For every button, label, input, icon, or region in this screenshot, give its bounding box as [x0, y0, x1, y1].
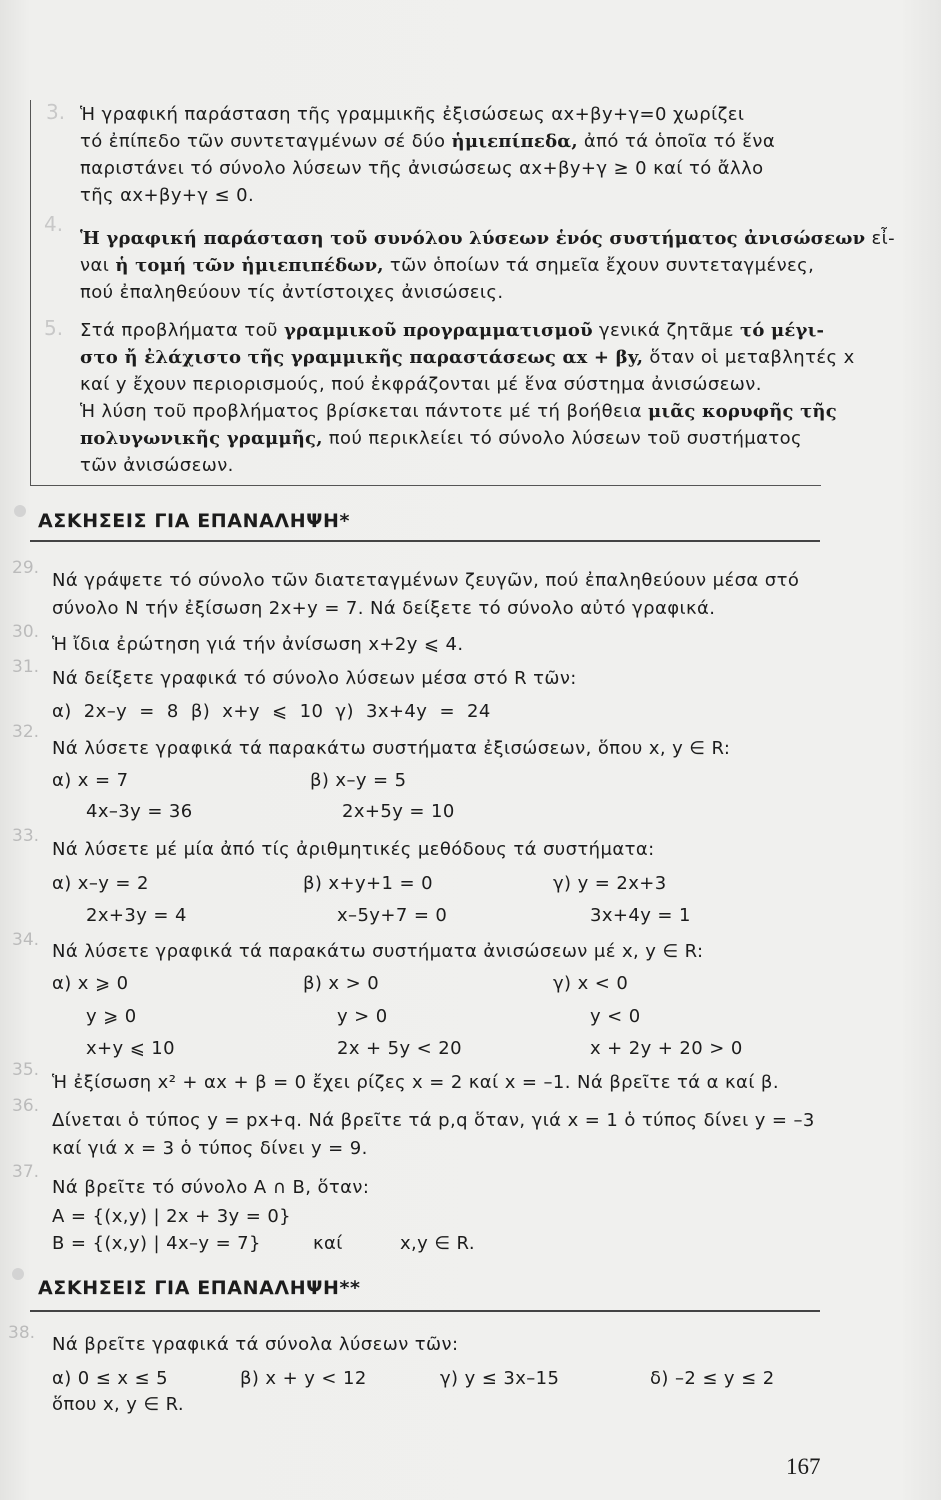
math-line: x+y ⩽ 10: [86, 1038, 176, 1059]
math-line: γ) x < 0: [553, 973, 629, 994]
page-number: 167: [786, 1454, 821, 1479]
exercise-number: 31.: [12, 657, 40, 677]
exercise-text: Νά βρεῖτε γραφικά τά σύνολα λύσεων τῶν:: [52, 1334, 459, 1355]
math-line: γ) y = 2x+3: [553, 873, 667, 894]
math-line: y > 0: [337, 1006, 388, 1027]
math-line: δ) –2 ≤ y ≤ 2: [650, 1368, 775, 1389]
box-text: Στά προβλήματα τοῦ γραμμικοῦ προγραμματισμοῦ γενικά ζητᾶμε τό μέγι-: [80, 320, 825, 341]
box-text: παριστάνει τό σύνολο λύσεων τῆς ἀνισώσεως αx+βy+γ ≥ 0 καί τό ἄλλο: [80, 158, 764, 179]
exercise-number: 38.: [8, 1323, 36, 1343]
section-heading: ΑΣΚΗΣΕΙΣ ΓΙΑ ΕΠΑΝΑΛΗΨΗ**: [38, 1277, 361, 1299]
bullet-icon: [14, 505, 26, 517]
exercise-text: Νά δείξετε γραφικά τό σύνολο λύσεων μέσα στό R τῶν:: [52, 668, 577, 689]
math-line: α) x–y = 2: [52, 873, 149, 894]
math-line: 2x + 5y < 20: [337, 1038, 462, 1059]
exercise-text: Δίνεται ὁ τύπος y = px+q. Νά βρεῖτε τά p,q ὅταν, γιά x = 1 ὁ τύπος δίνει y = –3: [52, 1110, 815, 1131]
box-text: πού ἐπαληθεύουν τίς ἀντίστοιχες ἀνισώσεις.: [80, 282, 504, 303]
math-line: β) x + y < 12: [240, 1368, 367, 1389]
item-number: 5.: [44, 316, 64, 340]
exercise-number: 29.: [12, 558, 40, 578]
math-line: y ⩾ 0: [86, 1006, 137, 1027]
exercise-number: 32.: [12, 722, 40, 742]
math-line: x,y ∈ R.: [400, 1233, 475, 1254]
exercise-text: Νά λύσετε μέ μία ἀπό τίς ἀριθμητικές μεθόδους τά συστήματα:: [52, 839, 655, 860]
math-line: β) x > 0: [303, 973, 380, 994]
math-line: 2x+5y = 10: [342, 801, 455, 822]
exercise-text: Νά βρεῖτε τό σύνολο A ∩ B, ὅταν:: [52, 1177, 370, 1198]
box-text: ναι ἡ τομή τῶν ἡμιεπιπέδων, τῶν ὁποίων τά σημεῖα ἔχουν συντεταγμένες,: [80, 255, 815, 276]
math-line: α) x = 7: [52, 770, 129, 791]
exercise-number: 35.: [12, 1060, 40, 1080]
box-text: καί y ἔχουν περιορισμούς, πού ἐκφράζονται μέ ἕνα σύστημα ἀνισώσεων.: [80, 374, 762, 395]
math-line: α) 0 ≤ x ≤ 5: [52, 1368, 169, 1389]
item-number: 3.: [46, 100, 66, 124]
item-number: 4.: [44, 212, 64, 236]
box-text: πολυγωνικῆς γραμμῆς, πού περικλείει τό σύνολο λύσεων τοῦ συστήματος: [80, 428, 802, 449]
bullet-icon: [12, 1268, 24, 1280]
section-divider: [30, 1310, 820, 1312]
math-line: 2x+3y = 4: [86, 905, 187, 926]
exercise-text: Νά λύσετε γραφικά τά παρακάτω συστήματα ἀνισώσεων μέ x, y ∈ R:: [52, 941, 704, 962]
box-text: Ἡ γραφική παράσταση τῆς γραμμικῆς ἐξισώσεως αx+βy+γ=0 χωρίζει: [80, 104, 745, 125]
math-line: B = {(x,y) | 4x–y = 7}: [52, 1233, 261, 1254]
box-text: τῶν ἀνισώσεων.: [80, 455, 234, 476]
exercise-number: 37.: [12, 1162, 40, 1182]
exercise-text: Ἡ ἐξίσωση x² + αx + β = 0 ἔχει ρίζες x = 2 καί x = –1. Νά βρεῖτε τά α καί β.: [52, 1072, 779, 1093]
math-line: α) x ⩾ 0: [52, 973, 129, 994]
box-text: Ἡ λύση τοῦ προβλήματος βρίσκεται πάντοτε μέ τή βοήθεια μιᾶς κορυφῆς τῆς: [80, 401, 837, 422]
exercise-text: Νά γράψετε τό σύνολο τῶν διατεταγμένων ζευγῶν, πού ἐπαληθεύουν μέσα στό: [52, 570, 800, 591]
box-text: τό ἐπίπεδο τῶν συντεταγμένων σέ δύο ἡμιεπίπεδα, ἀπό τά ὁποῖα τό ἕνα: [80, 131, 776, 152]
math-line: β) x–y = 5: [310, 770, 407, 791]
math-line: y < 0: [590, 1006, 641, 1027]
exercise-text: Ἡ ἴδια ἐρώτηση γιά τήν ἀνίσωση x+2y ⩽ 4.: [52, 634, 464, 655]
math-line: β) x+y+1 = 0: [303, 873, 433, 894]
exercise-text: καί γιά x = 3 ὁ τύπος δίνει y = 9.: [52, 1138, 368, 1159]
math-line: ὅπου x, y ∈ R.: [52, 1394, 185, 1415]
exercise-text: Νά λύσετε γραφικά τά παρακάτω συστήματα ἐξισώσεων, ὅπου x, y ∈ R:: [52, 738, 731, 759]
box-text: τῆς αx+βy+γ ≤ 0.: [80, 185, 255, 206]
math-line: γ) y ≤ 3x–15: [440, 1368, 560, 1389]
exercise-text: σύνολο N τήν ἐξίσωση 2x+y = 7. Νά δείξετε τό σύνολο αὐτό γραφικά.: [52, 598, 716, 619]
box-text: στο ἤ ἐλάχιστο τῆς γραμμικῆς παραστάσεως αx + βy, ὅταν οἱ μεταβλητές x: [80, 347, 855, 368]
exercise-number: 33.: [12, 826, 40, 846]
box-text: Ἡ γραφική παράσταση τοῦ συνόλου λύσεων ἑνός συστήματος ἀνισώσεων εἶ-: [80, 228, 895, 249]
section-divider: [30, 540, 820, 542]
math-line: x + 2y + 20 > 0: [590, 1038, 743, 1059]
math-line: A = {(x,y) | 2x + 3y = 0}: [52, 1206, 292, 1227]
math-line: 3x+4y = 1: [590, 905, 691, 926]
exercise-number: 34.: [12, 930, 40, 950]
exercise-number: 36.: [12, 1096, 40, 1116]
section-heading: ΑΣΚΗΣΕΙΣ ΓΙΑ ΕΠΑΝΑΛΗΨΗ*: [38, 510, 351, 532]
math-line: καί: [313, 1233, 343, 1254]
math-line: x–5y+7 = 0: [337, 905, 448, 926]
exercise-number: 30.: [12, 622, 40, 642]
math-line: 4x–3y = 36: [86, 801, 193, 822]
exercise-text: α) 2x–y = 8 β) x+y ⩽ 10 γ) 3x+4y = 24: [52, 701, 491, 722]
